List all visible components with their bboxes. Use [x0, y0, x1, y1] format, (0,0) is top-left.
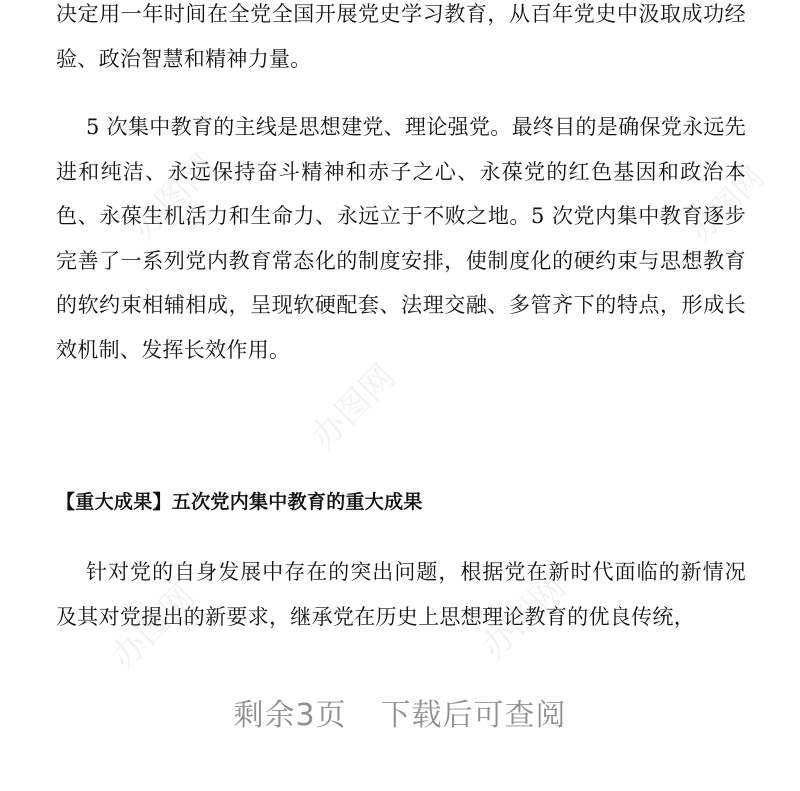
paragraph-1: 决定用一年时间在全党全国开展党史学习教育，从百年党史中汲取成功经验、政治智慧和精神力量。	[56, 2, 746, 71]
section-paragraph: 针对党的自身发展中存在的突出问题，根据党在新时代面临的新情况及其对党提出的新要求，继承党在历史上思想理论教育的优良传统，	[56, 560, 746, 629]
watermark: 办图网	[473, 566, 574, 668]
watermark: 办图网	[303, 356, 404, 458]
remaining-pages-label: 剩余3页	[233, 698, 347, 733]
section-heading: 【重大成果】五次党内集中教育的重大成果	[56, 491, 423, 513]
download-prompt-button[interactable]	[0, 690, 800, 734]
watermark: 办图网	[123, 146, 224, 248]
watermark: 办图网	[683, 160, 772, 249]
paragraph-2: 5 次集中教育的主线是思想建党、理论强党。最终目的是确保党永远先进和纯洁、永远保持奋斗精神和赤子之心、永葆党的红色基因和政治本色、永葆生机活力和生命力、永远立于不败之地。5 次党内集中教育逐步完善了一系列党内教育常态化的制度安排，使制度化的硬约束与思想教育的软约束相辅相成，呈现软硬配套、法理交融、多管齐下的特点，形成长效机制、发挥长效作用。	[56, 115, 746, 362]
download-action-label: 下载后可查阅	[380, 698, 567, 733]
watermark: 办图网	[103, 576, 204, 678]
